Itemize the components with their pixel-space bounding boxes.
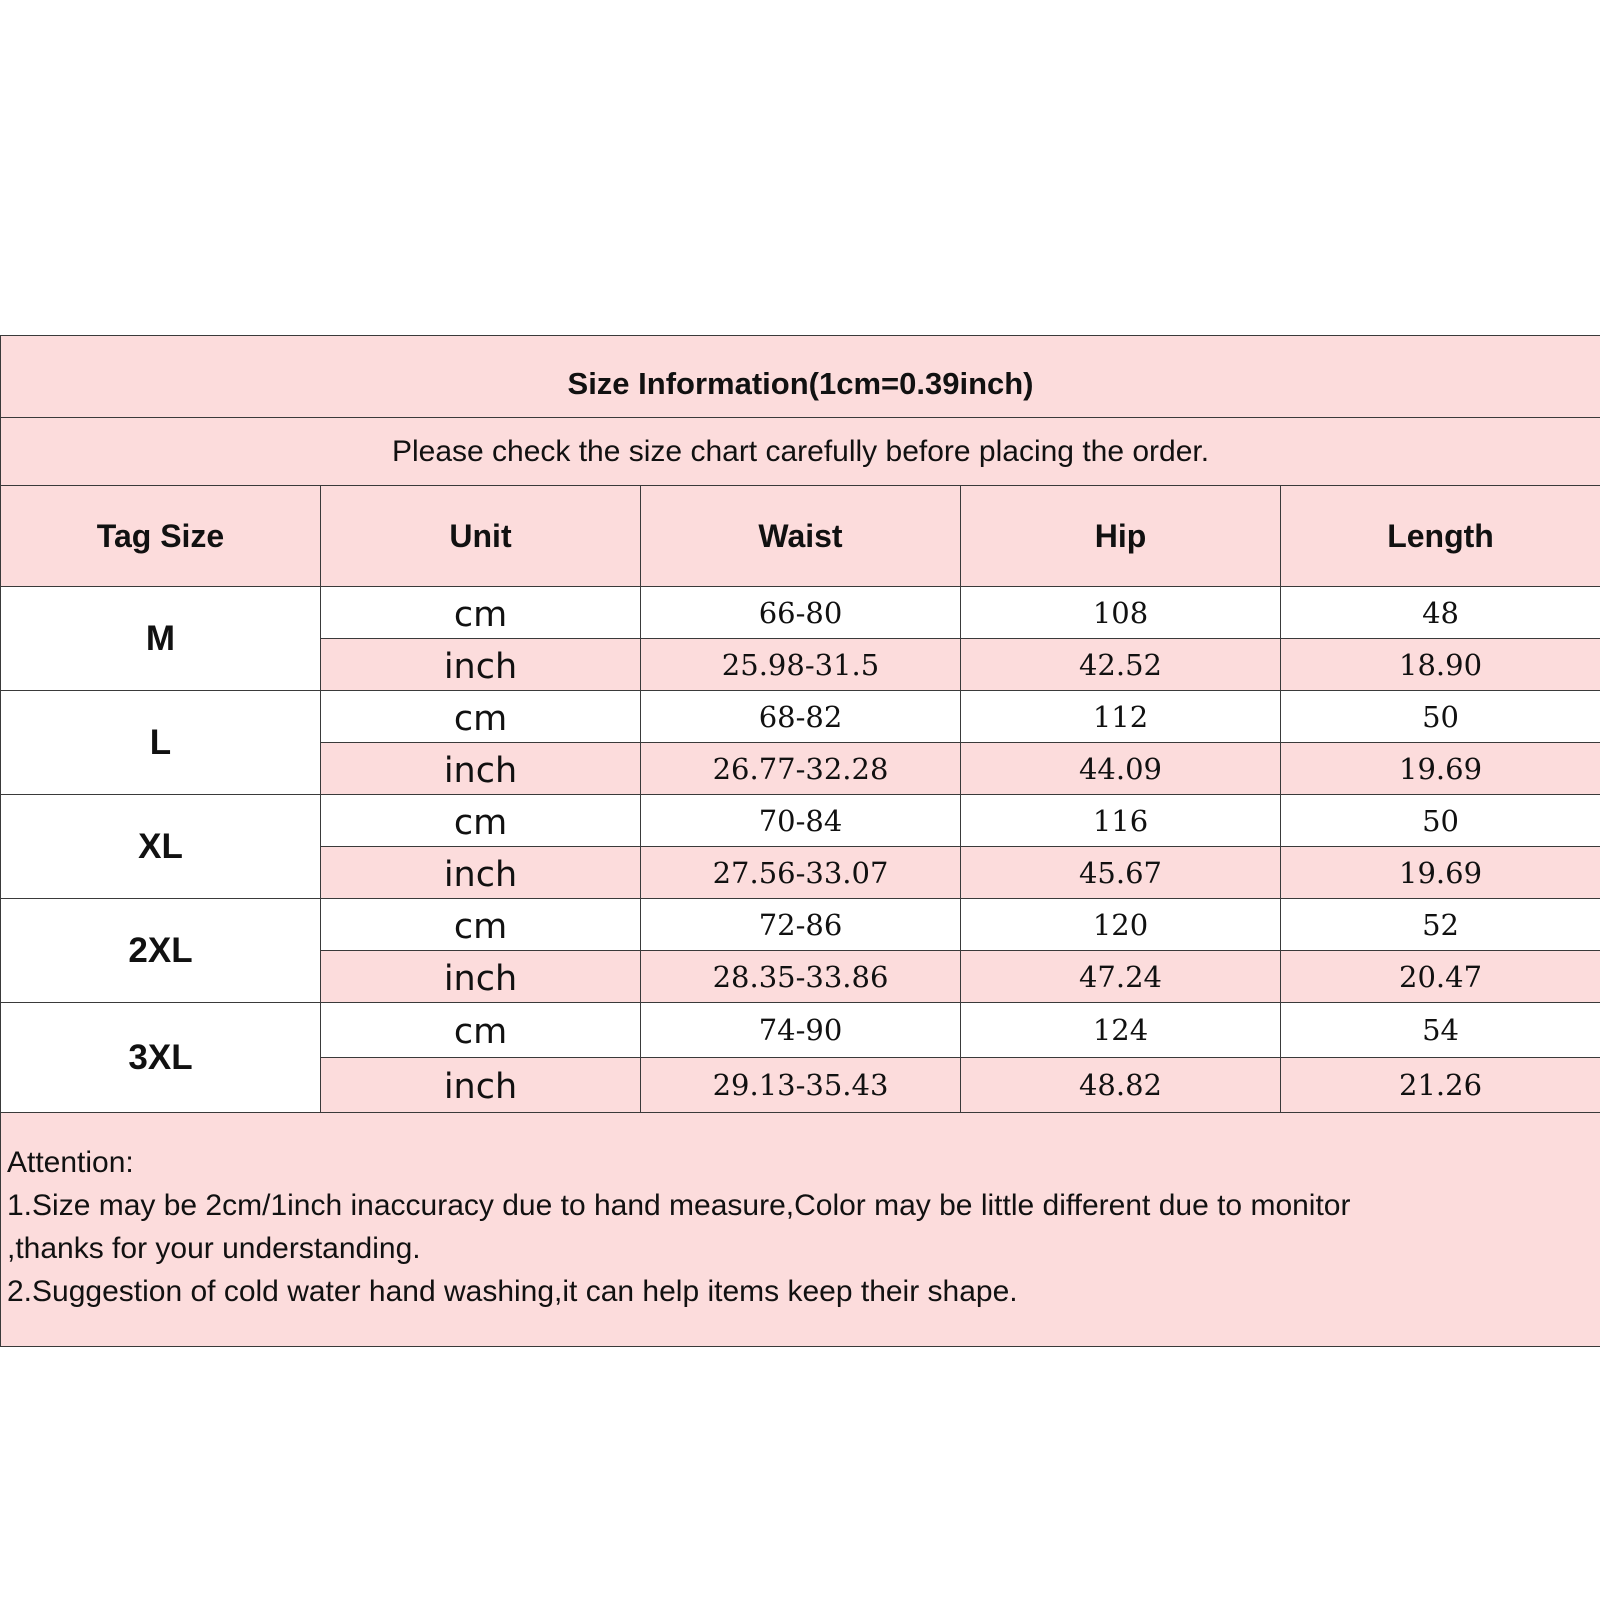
unit-cell: inch (321, 1058, 641, 1113)
hip-cell: 108 (961, 587, 1281, 639)
length-cell: 19.69 (1281, 743, 1600, 795)
hip-cell: 45.67 (961, 847, 1281, 899)
attention-heading: Attention: (7, 1146, 134, 1179)
header-tag-size: Tag Size (1, 486, 321, 587)
unit-cell: inch (321, 951, 641, 1003)
length-cell: 20.47 (1281, 951, 1600, 1003)
length-cell: 21.26 (1281, 1058, 1600, 1113)
waist-cell: 26.77-32.28 (641, 743, 961, 795)
unit-cell: cm (321, 795, 641, 847)
attention-line: 1.Size may be 2cm/1inch inaccuracy due to hand measure,Color may be little different due to monitor (7, 1189, 1351, 1222)
waist-cell: 70-84 (641, 795, 961, 847)
tag-size-cell: L (1, 691, 321, 795)
table-row (1, 1003, 1600, 1058)
hip-cell: 112 (961, 691, 1281, 743)
waist-cell: 66-80 (641, 587, 961, 639)
hip-cell: 47.24 (961, 951, 1281, 1003)
chart-title: Size Information(1cm=0.39inch) (1, 336, 1600, 418)
hip-cell: 48.82 (961, 1058, 1281, 1113)
tag-size-cell: M (1, 587, 321, 691)
waist-cell: 25.98-31.5 (641, 639, 961, 691)
hip-cell: 124 (961, 1003, 1281, 1058)
attention-notes (1, 1113, 1600, 1347)
unit-cell: inch (321, 847, 641, 899)
unit-cell: cm (321, 587, 641, 639)
length-cell: 50 (1281, 691, 1600, 743)
title-row (1, 336, 1600, 418)
hip-cell: 44.09 (961, 743, 1281, 795)
table-row (1, 795, 1600, 847)
tag-size-cell: 3XL (1, 1003, 321, 1113)
table-row (1, 587, 1600, 639)
tag-size-cell: 2XL (1, 899, 321, 1003)
header-unit: Unit (321, 486, 641, 587)
table-row (1, 899, 1600, 951)
unit-cell: cm (321, 1003, 641, 1058)
waist-cell: 27.56-33.07 (641, 847, 961, 899)
length-cell: 54 (1281, 1003, 1600, 1058)
waist-cell: 68-82 (641, 691, 961, 743)
chart-subtitle: Please check the size chart carefully before placing the order. (1, 418, 1600, 486)
length-cell: 52 (1281, 899, 1600, 951)
tag-size-cell: XL (1, 795, 321, 899)
header-row (1, 486, 1600, 587)
length-cell: 18.90 (1281, 639, 1600, 691)
waist-cell: 74-90 (641, 1003, 961, 1058)
attention-line: ,thanks for your understanding. (7, 1232, 421, 1265)
length-cell: 50 (1281, 795, 1600, 847)
hip-cell: 116 (961, 795, 1281, 847)
length-cell: 19.69 (1281, 847, 1600, 899)
table-row (1, 691, 1600, 743)
attention-line: 2.Suggestion of cold water hand washing,it can help items keep their shape. (7, 1275, 1018, 1308)
header-hip: Hip (961, 486, 1281, 587)
notes-row (1, 1113, 1600, 1347)
waist-cell: 72-86 (641, 899, 961, 951)
unit-cell: cm (321, 899, 641, 951)
unit-cell: inch (321, 743, 641, 795)
header-length: Length (1281, 486, 1600, 587)
size-chart-table (0, 335, 1600, 1347)
length-cell: 48 (1281, 587, 1600, 639)
waist-cell: 28.35-33.86 (641, 951, 961, 1003)
unit-cell: cm (321, 691, 641, 743)
header-waist: Waist (641, 486, 961, 587)
hip-cell: 42.52 (961, 639, 1281, 691)
waist-cell: 29.13-35.43 (641, 1058, 961, 1113)
subtitle-row (1, 418, 1600, 486)
unit-cell: inch (321, 639, 641, 691)
hip-cell: 120 (961, 899, 1281, 951)
